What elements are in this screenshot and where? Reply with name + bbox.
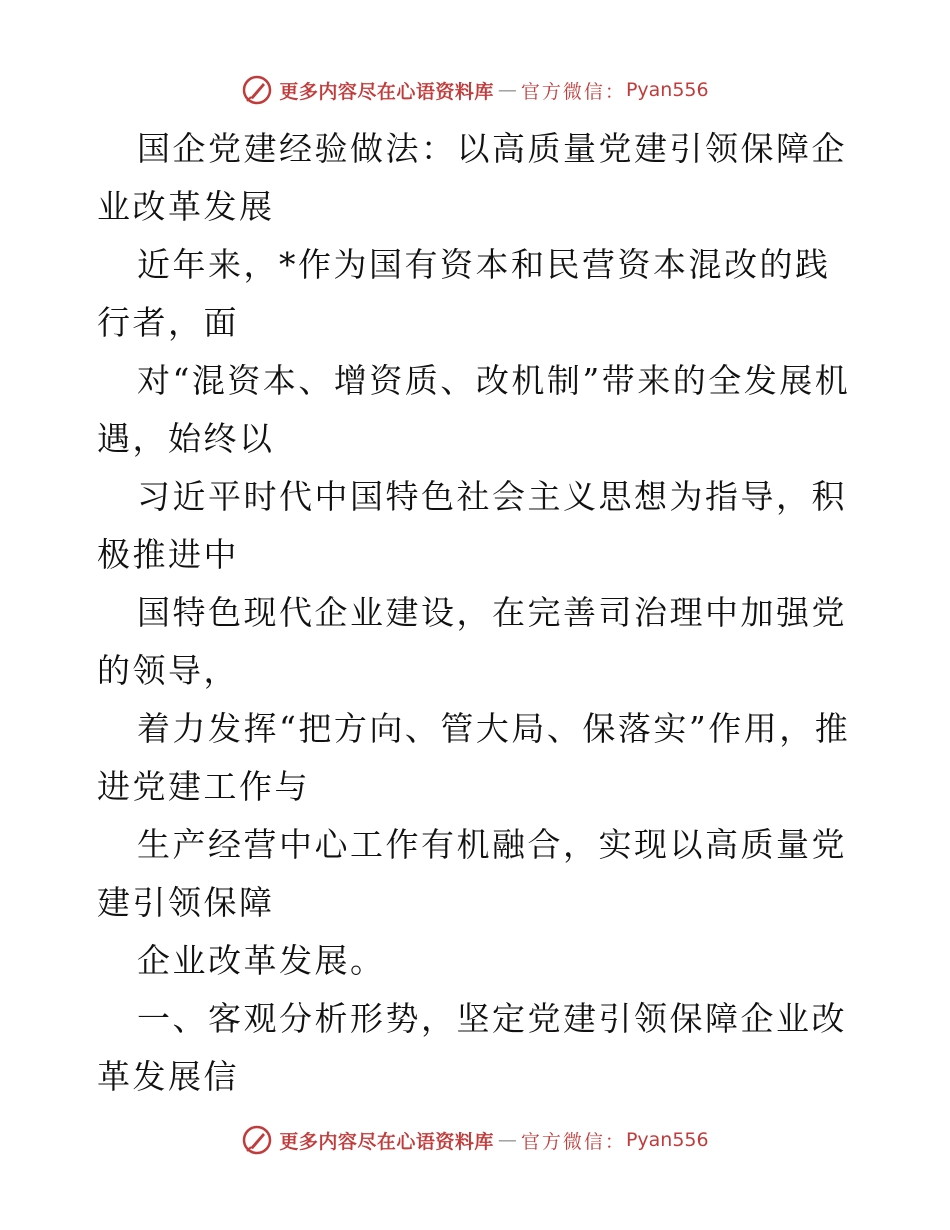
paragraph: 生产经营中心工作有机融合，实现以高质量党建引领保障: [97, 825, 847, 922]
quill-pen-icon: [241, 1124, 273, 1156]
watermark-separator: —: [497, 79, 517, 101]
paragraph: 近年来，*作为国有资本和民营资本混改的践行者，面: [97, 245, 831, 342]
watermark-official-label: 官方微信：: [520, 1130, 626, 1153]
paragraph: 习近平时代中国特色社会主义思想为指导，积极推进中: [97, 477, 847, 574]
paragraph: 国特色现代企业建设，在完善司治理中加强党的领导，: [97, 593, 847, 690]
paragraph: 对“混资本、增资质、改机制”带来的全发展机遇，始终以: [97, 361, 851, 458]
paragraph: 着力发挥“把方向、管大局、保落实”作用，推进党建工作与: [97, 709, 851, 806]
watermark-wechat-id: Pyan556: [625, 79, 709, 101]
footer-watermark: [0, 1122, 950, 1158]
paragraph: 企业改革发展。: [137, 941, 386, 980]
document-title: 国企党建经验做法：以高质量党建引领保障企业改革发展: [97, 129, 847, 226]
section-heading: 一、客观分析形势，坚定党建引领保障企业改革发展信: [97, 999, 847, 1096]
watermark-official-label: 官方微信：: [520, 80, 626, 103]
watermark-wechat-id: Pyan556: [625, 1129, 709, 1151]
header-watermark: [0, 72, 950, 108]
quill-pen-icon: [241, 74, 273, 106]
watermark-lead-text: 更多内容尽在心语资料库: [279, 80, 494, 103]
watermark-lead-text: 更多内容尽在心语资料库: [279, 1130, 494, 1153]
document-body: [97, 120, 857, 1106]
watermark-separator: —: [497, 1129, 517, 1151]
